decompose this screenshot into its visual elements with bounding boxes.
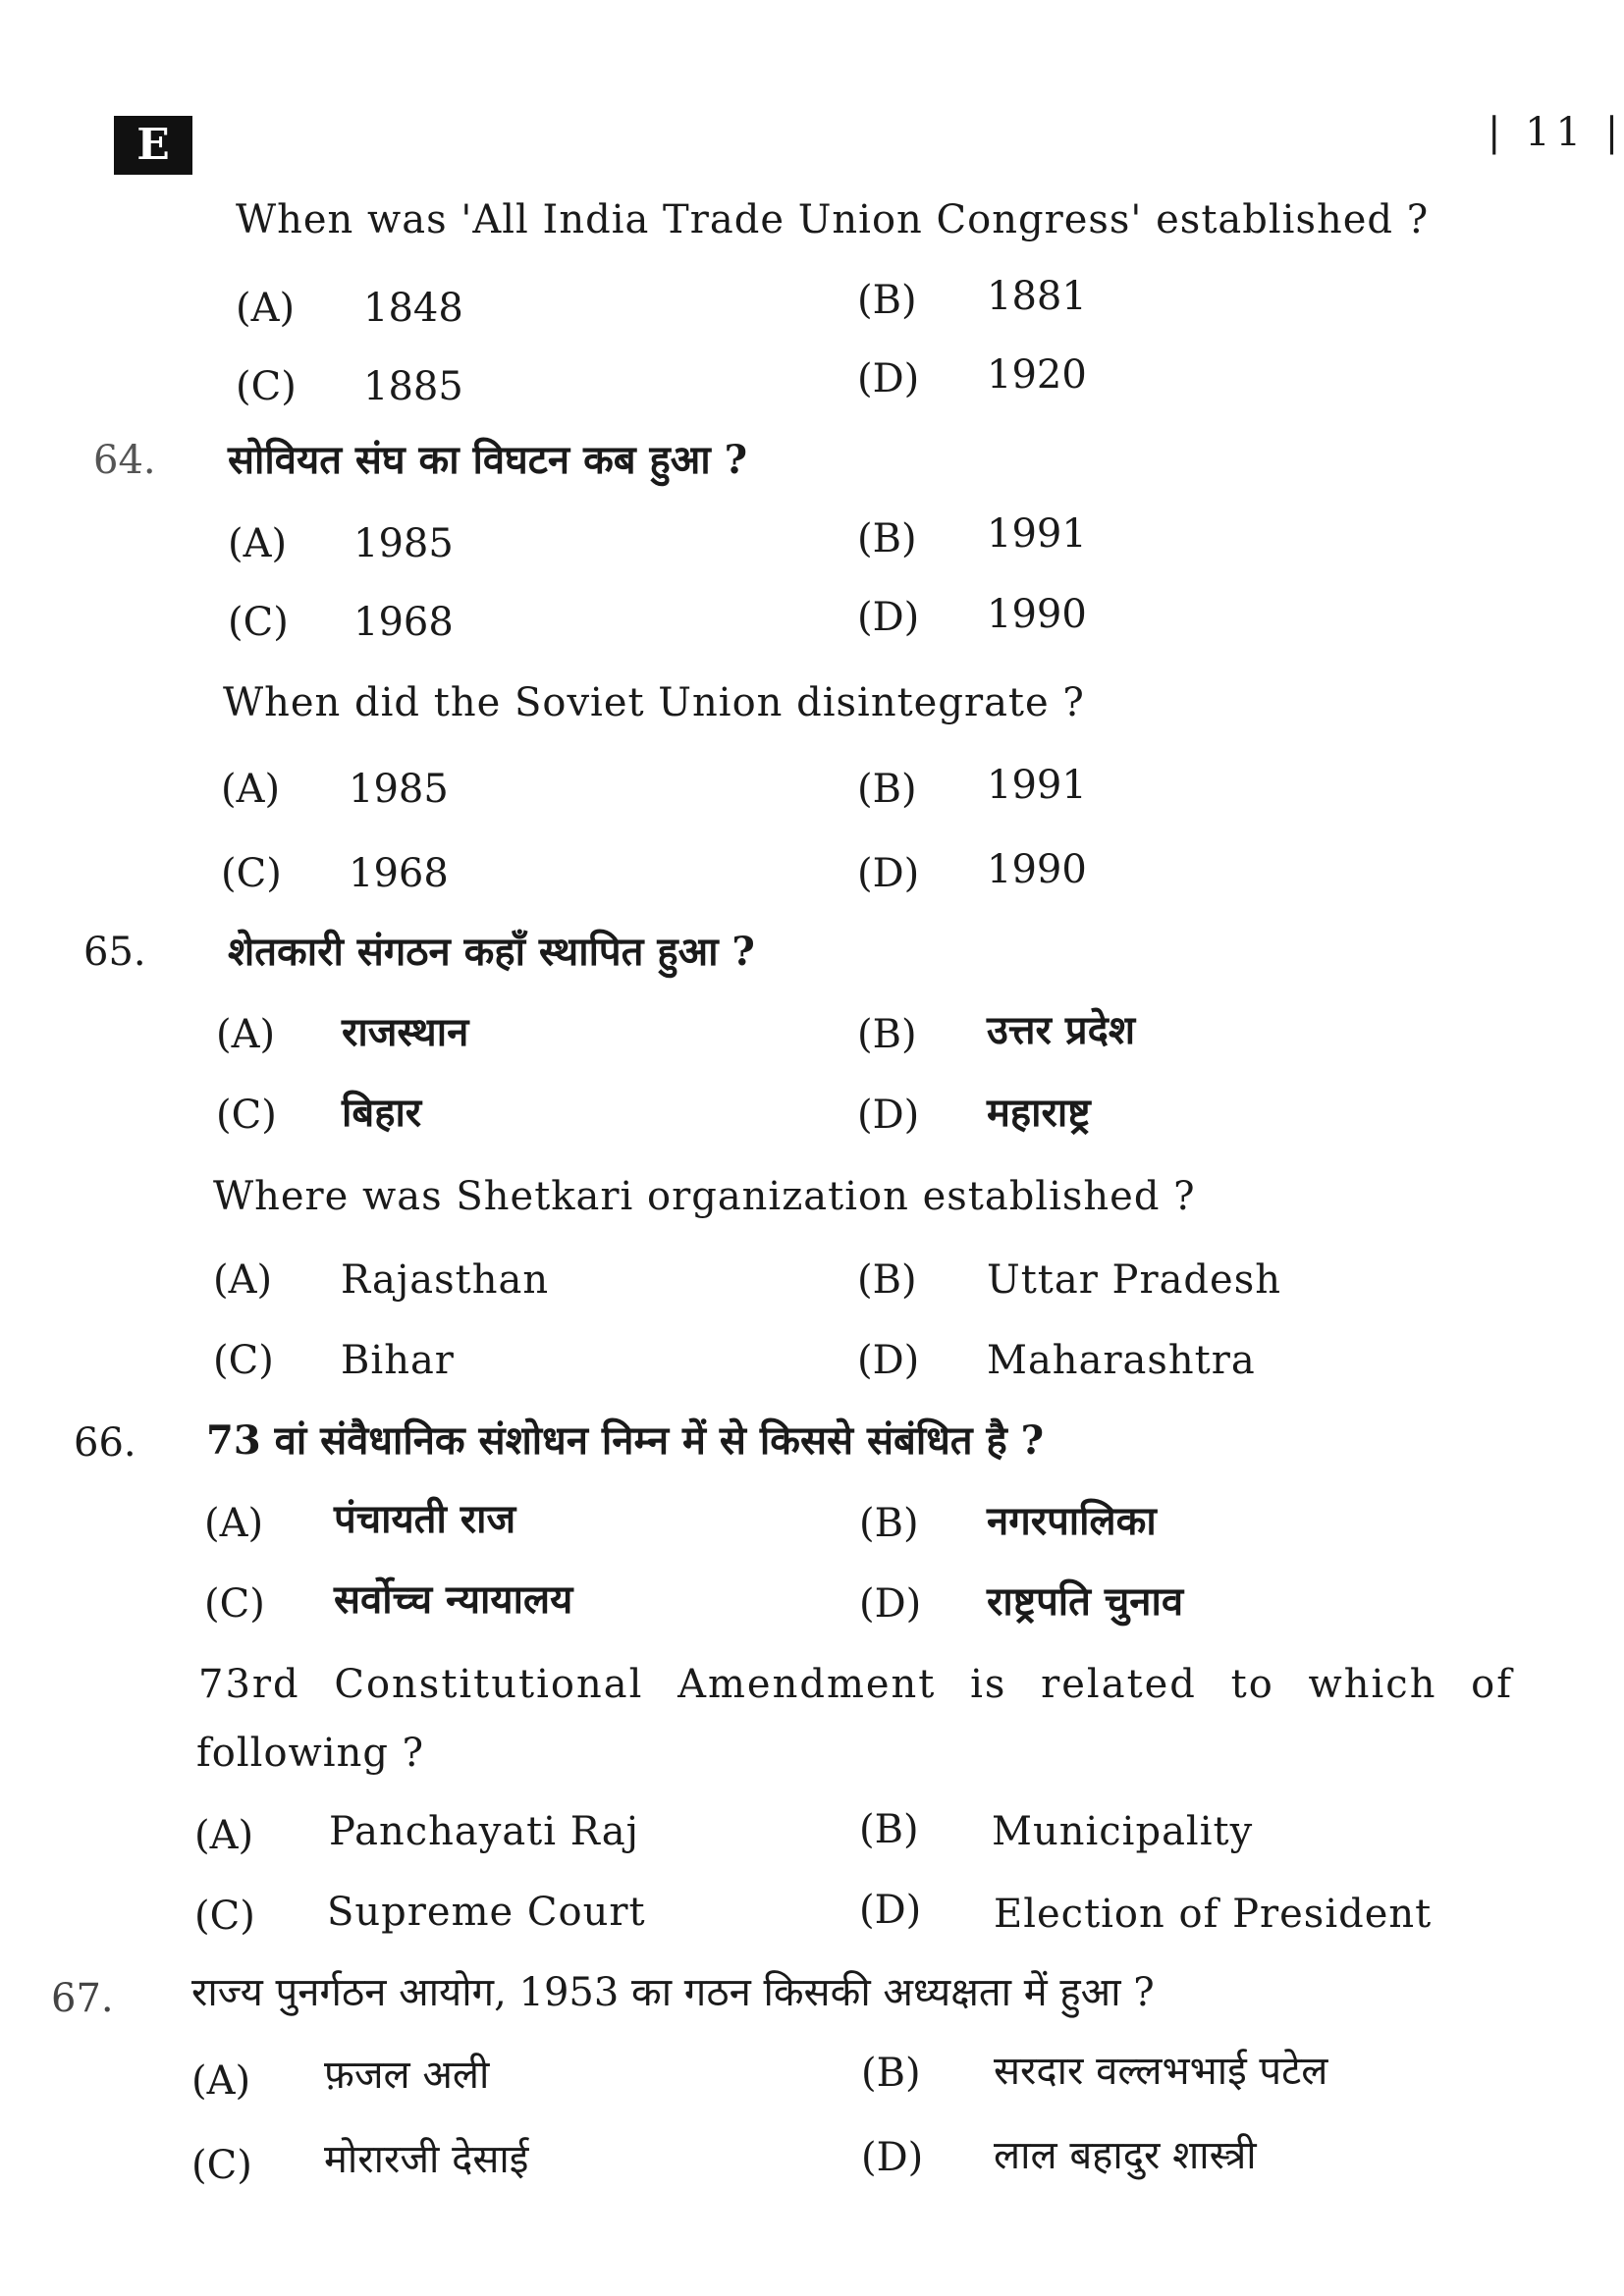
option-text: Rajasthan: [341, 1257, 550, 1303]
question-66-english-line2: following ?: [196, 1731, 425, 1776]
option-label: (B): [859, 1807, 919, 1852]
option-text: Panchayati Raj: [329, 1809, 640, 1854]
question-66-hindi: 73 वां संवैधानिक संशोधन निम्न में से किससे संबंधित है ?: [206, 1417, 1045, 1464]
question-63-english: When was 'All India Trade Union Congress' established ?: [236, 197, 1430, 242]
option-text: लाल बहादुर शास्त्री: [994, 2133, 1257, 2178]
question-number: 64.: [93, 438, 156, 483]
option-text: बिहार: [342, 1090, 422, 1136]
question-66-english-line1: 73rd Constitutional Amendment is related to which of: [198, 1662, 1514, 1707]
set-code-badge: E: [114, 116, 192, 175]
option-label: (D): [857, 851, 920, 896]
option-label: (A): [191, 2058, 251, 2104]
question-65-english: Where was Shetkari organization established ?: [213, 1174, 1196, 1219]
question-65-hindi: शेतकारी संगठन कहाँ स्थापित हुआ ?: [228, 929, 755, 975]
option-label: (D): [861, 2135, 924, 2180]
option-label: (C): [204, 1581, 265, 1627]
option-label: (A): [194, 1813, 254, 1858]
option-text: Election of President: [994, 1892, 1433, 1937]
option-text: राष्ट्रपति चुनाव: [987, 1578, 1184, 1625]
question-64-english: When did the Soviet Union disintegrate ?: [223, 680, 1085, 725]
option-label: (B): [859, 1501, 919, 1546]
question-67-hindi: राज्य पुनर्गठन आयोग, 1953 का गठन किसकी अध्यक्षता में हुआ ?: [191, 1970, 1155, 2015]
option-text: उत्तर प्रदेश: [987, 1007, 1136, 1053]
option-text: मोरारजी देसाई: [324, 2137, 529, 2182]
option-text: Uttar Pradesh: [987, 1257, 1281, 1303]
option-text: नगरपालिका: [987, 1498, 1157, 1544]
option-label: (D): [857, 1093, 920, 1138]
option-label: (B): [857, 767, 917, 812]
page-number: | 11 |: [1488, 110, 1624, 155]
option-text: फ़जल अली: [324, 2053, 490, 2098]
option-label: (B): [857, 1012, 917, 1057]
option-label: (D): [859, 1581, 922, 1627]
option-text: 1991: [987, 763, 1087, 808]
option-label: (A): [236, 286, 296, 331]
option-label: (C): [216, 1093, 277, 1138]
option-label: (C): [228, 600, 289, 645]
option-text: सरदार वल्लभभाई पटेल: [994, 2049, 1328, 2094]
option-text: 1990: [987, 592, 1087, 637]
option-label: (A): [228, 521, 288, 566]
option-label: (D): [859, 1888, 922, 1933]
option-text: सर्वोच्च न्यायालय: [334, 1576, 573, 1623]
option-text: 1990: [987, 847, 1087, 892]
option-text: पंचायती राज: [334, 1496, 516, 1542]
option-label: (B): [857, 278, 917, 323]
option-label: (B): [861, 2051, 921, 2096]
option-text: Supreme Court: [327, 1890, 646, 1935]
option-label: (C): [221, 851, 282, 896]
option-label: (B): [857, 516, 917, 561]
option-text: 1881: [987, 274, 1087, 319]
option-text: 1985: [349, 767, 449, 812]
option-label: (C): [194, 1894, 255, 1939]
option-label: (D): [857, 1338, 920, 1383]
option-text: Municipality: [992, 1809, 1254, 1854]
option-text: 1848: [363, 286, 463, 331]
option-text: Maharashtra: [987, 1338, 1256, 1383]
option-text: 1885: [363, 364, 463, 409]
option-text: 1968: [353, 600, 454, 645]
option-label: (C): [191, 2143, 252, 2188]
option-text: 1920: [987, 352, 1087, 398]
question-number: 66.: [74, 1420, 136, 1466]
option-text: 1991: [987, 511, 1087, 557]
option-label: (C): [236, 364, 297, 409]
option-text: राजस्थान: [342, 1009, 469, 1055]
option-label: (A): [216, 1012, 276, 1057]
question-number: 65.: [83, 930, 146, 975]
option-label: (B): [857, 1257, 917, 1303]
question-number: 67.: [51, 1976, 114, 2021]
option-text: Bihar: [341, 1338, 455, 1383]
option-label: (A): [221, 767, 281, 812]
option-text: 1985: [353, 521, 454, 566]
option-text: महाराष्ट्र: [987, 1090, 1091, 1136]
option-label: (C): [213, 1338, 274, 1383]
option-label: (D): [857, 595, 920, 640]
question-64-hindi: सोवियत संघ का विघटन कब हुआ ?: [228, 437, 748, 483]
option-label: (A): [204, 1501, 264, 1546]
option-label: (A): [213, 1257, 273, 1303]
option-label: (D): [857, 356, 920, 401]
option-text: 1968: [349, 851, 449, 896]
